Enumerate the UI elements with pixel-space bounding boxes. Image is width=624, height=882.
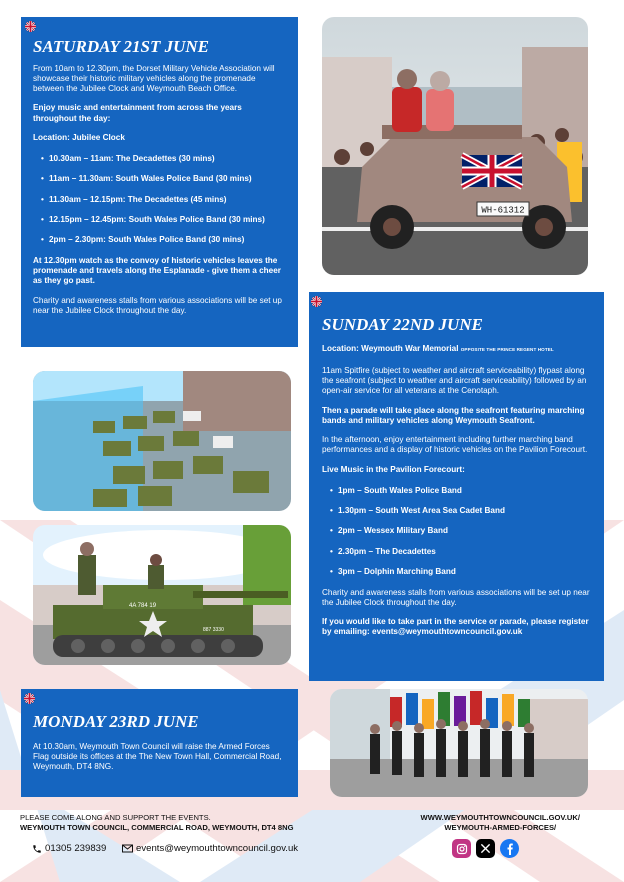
sunday-charity: Charity and awareness stalls from various associations will be set up near the Jubilee Clock throughout the day. (322, 587, 590, 607)
saturday-music: Enjoy music and entertainment from across the years throughout the day: (33, 103, 242, 123)
saturday-schedule-item: • 12.15pm – 12.45pm: South Wales Police Band (30 mins) (41, 215, 286, 225)
saturday-location: Location: Jubilee Clock (33, 132, 125, 142)
union-flag-icon (24, 693, 35, 704)
saturday-schedule-item: • 11am – 11.30am: South Wales Police Band (30 mins) (41, 174, 286, 184)
saturday-panel (21, 17, 298, 347)
sunday-schedule-item: • 1.30pm – South West Area Sea Cadet Band (330, 506, 592, 516)
x-icon[interactable] (476, 839, 495, 858)
sunday-schedule (322, 486, 592, 577)
tank-code: 4A 784 19 (129, 603, 157, 609)
sunday-location: Location: Weymouth War Memorial (322, 343, 459, 353)
sunday-title: SUNDAY 22ND JUNE (322, 315, 483, 334)
sunday-panel (309, 292, 604, 681)
car-number-plate: WH-61312 (481, 205, 525, 216)
footer-url1: WWW.WEYMOUTHTOWNCOUNCIL.GOV.UK/ (420, 813, 580, 822)
saturday-schedule-item: • 11.30am – 12.15pm: The Decadettes (45 mins) (41, 195, 286, 205)
union-flag-icon (311, 296, 322, 307)
sunday-flypast: 11am Spitfire (subject to weather and aircraft serviceability) flypast along the seafront (subject to weather and aircraft serviceability) followed by an open-air service for all veterans at the Cenotaph. (322, 365, 587, 396)
footer-line2: WEYMOUTH TOWN COUNCIL, COMMERCIAL ROAD, WEYMOUTH, DT4 8NG (20, 822, 294, 832)
saturday-schedule-item: • 10.30am – 11am: The Decadettes (30 mins) (41, 154, 286, 164)
email-address: events@weymouthtowncouncil.gov.uk (136, 843, 299, 854)
monday-title: MONDAY 23RD JUNE (33, 712, 199, 731)
sunday-location-line (322, 344, 592, 354)
sunday-schedule-item: • 2.30pm – The Decadettes (330, 547, 592, 557)
footer-address (20, 813, 294, 833)
monday-text: At 10.30am, Weymouth Town Council will raise the Armed Forces Flag outside its offices at the The New Town Hall, Commercial Road, Weymouth, DT4 8NG. (33, 741, 282, 772)
photo-parade (330, 689, 588, 797)
sunday-schedule-item: • 1pm – South Wales Police Band (330, 486, 592, 496)
union-flag-icon (25, 21, 36, 32)
footer-line1: PLEASE COME ALONG AND SUPPORT THE EVENTS. (20, 813, 211, 822)
saturday-schedule-item: • 2pm – 2.30pm: South Wales Police Band (30 mins) (41, 235, 286, 245)
sunday-schedule-item: • 3pm – Dolphin Marching Band (330, 567, 592, 577)
monday-panel (21, 689, 298, 797)
tank-number: 887 3330 (203, 627, 224, 633)
phone-number: 01305 239839 (45, 843, 107, 854)
sunday-schedule-item: • 2pm – Wessex Military Band (330, 526, 592, 536)
envelope-icon (122, 844, 133, 853)
sunday-register: If you would like to take part in the service or parade, please register by emailing: events@weymouthtowncouncil.gov.uk (322, 617, 589, 637)
photo-tank (33, 525, 291, 665)
instagram-icon[interactable] (452, 839, 471, 858)
saturday-title: SATURDAY 21ST JUNE (33, 37, 210, 56)
saturday-convoy: At 12.30pm watch as the convoy of historic vehicles leaves the promenade and travels along the Esplanade - give them a cheer as they go past. (33, 255, 281, 286)
footer-url2: WEYMOUTH-ARMED-FORCES/ (444, 822, 557, 832)
saturday-charity: Charity and awareness stalls from various associations will be set up near the Jubilee Clock throughout the day. (33, 295, 282, 315)
saturday-schedule (33, 154, 286, 245)
footer-website[interactable] (421, 813, 580, 833)
email-contact[interactable] (122, 843, 298, 854)
sunday-live-music: Live Music in the Pavilion Forecourt: (322, 464, 465, 474)
phone-contact[interactable] (32, 843, 106, 854)
sunday-location-note: OPPOSITE THE PRINCE REGENT HOTEL (460, 346, 554, 352)
photo-vehicle-convoy (33, 371, 291, 511)
sunday-afternoon: In the afternoon, enjoy entertainment including further marching band performances and a display of historic vehicles on the Pavilion Forecourt. (322, 435, 588, 455)
sunday-parade: Then a parade will take place along the seafront featuring marching bands and military vehicles along Weymouth Seafront. (322, 405, 585, 425)
phone-icon (32, 844, 42, 854)
photo-military-car (322, 17, 588, 275)
saturday-intro: From 10am to 12.30pm, the Dorset Military Vehicle Association will showcase their historic military vehicles along the promenade between the Jubilee Clock and Weymouth Beach Office. (33, 63, 275, 94)
facebook-icon[interactable] (500, 839, 519, 858)
